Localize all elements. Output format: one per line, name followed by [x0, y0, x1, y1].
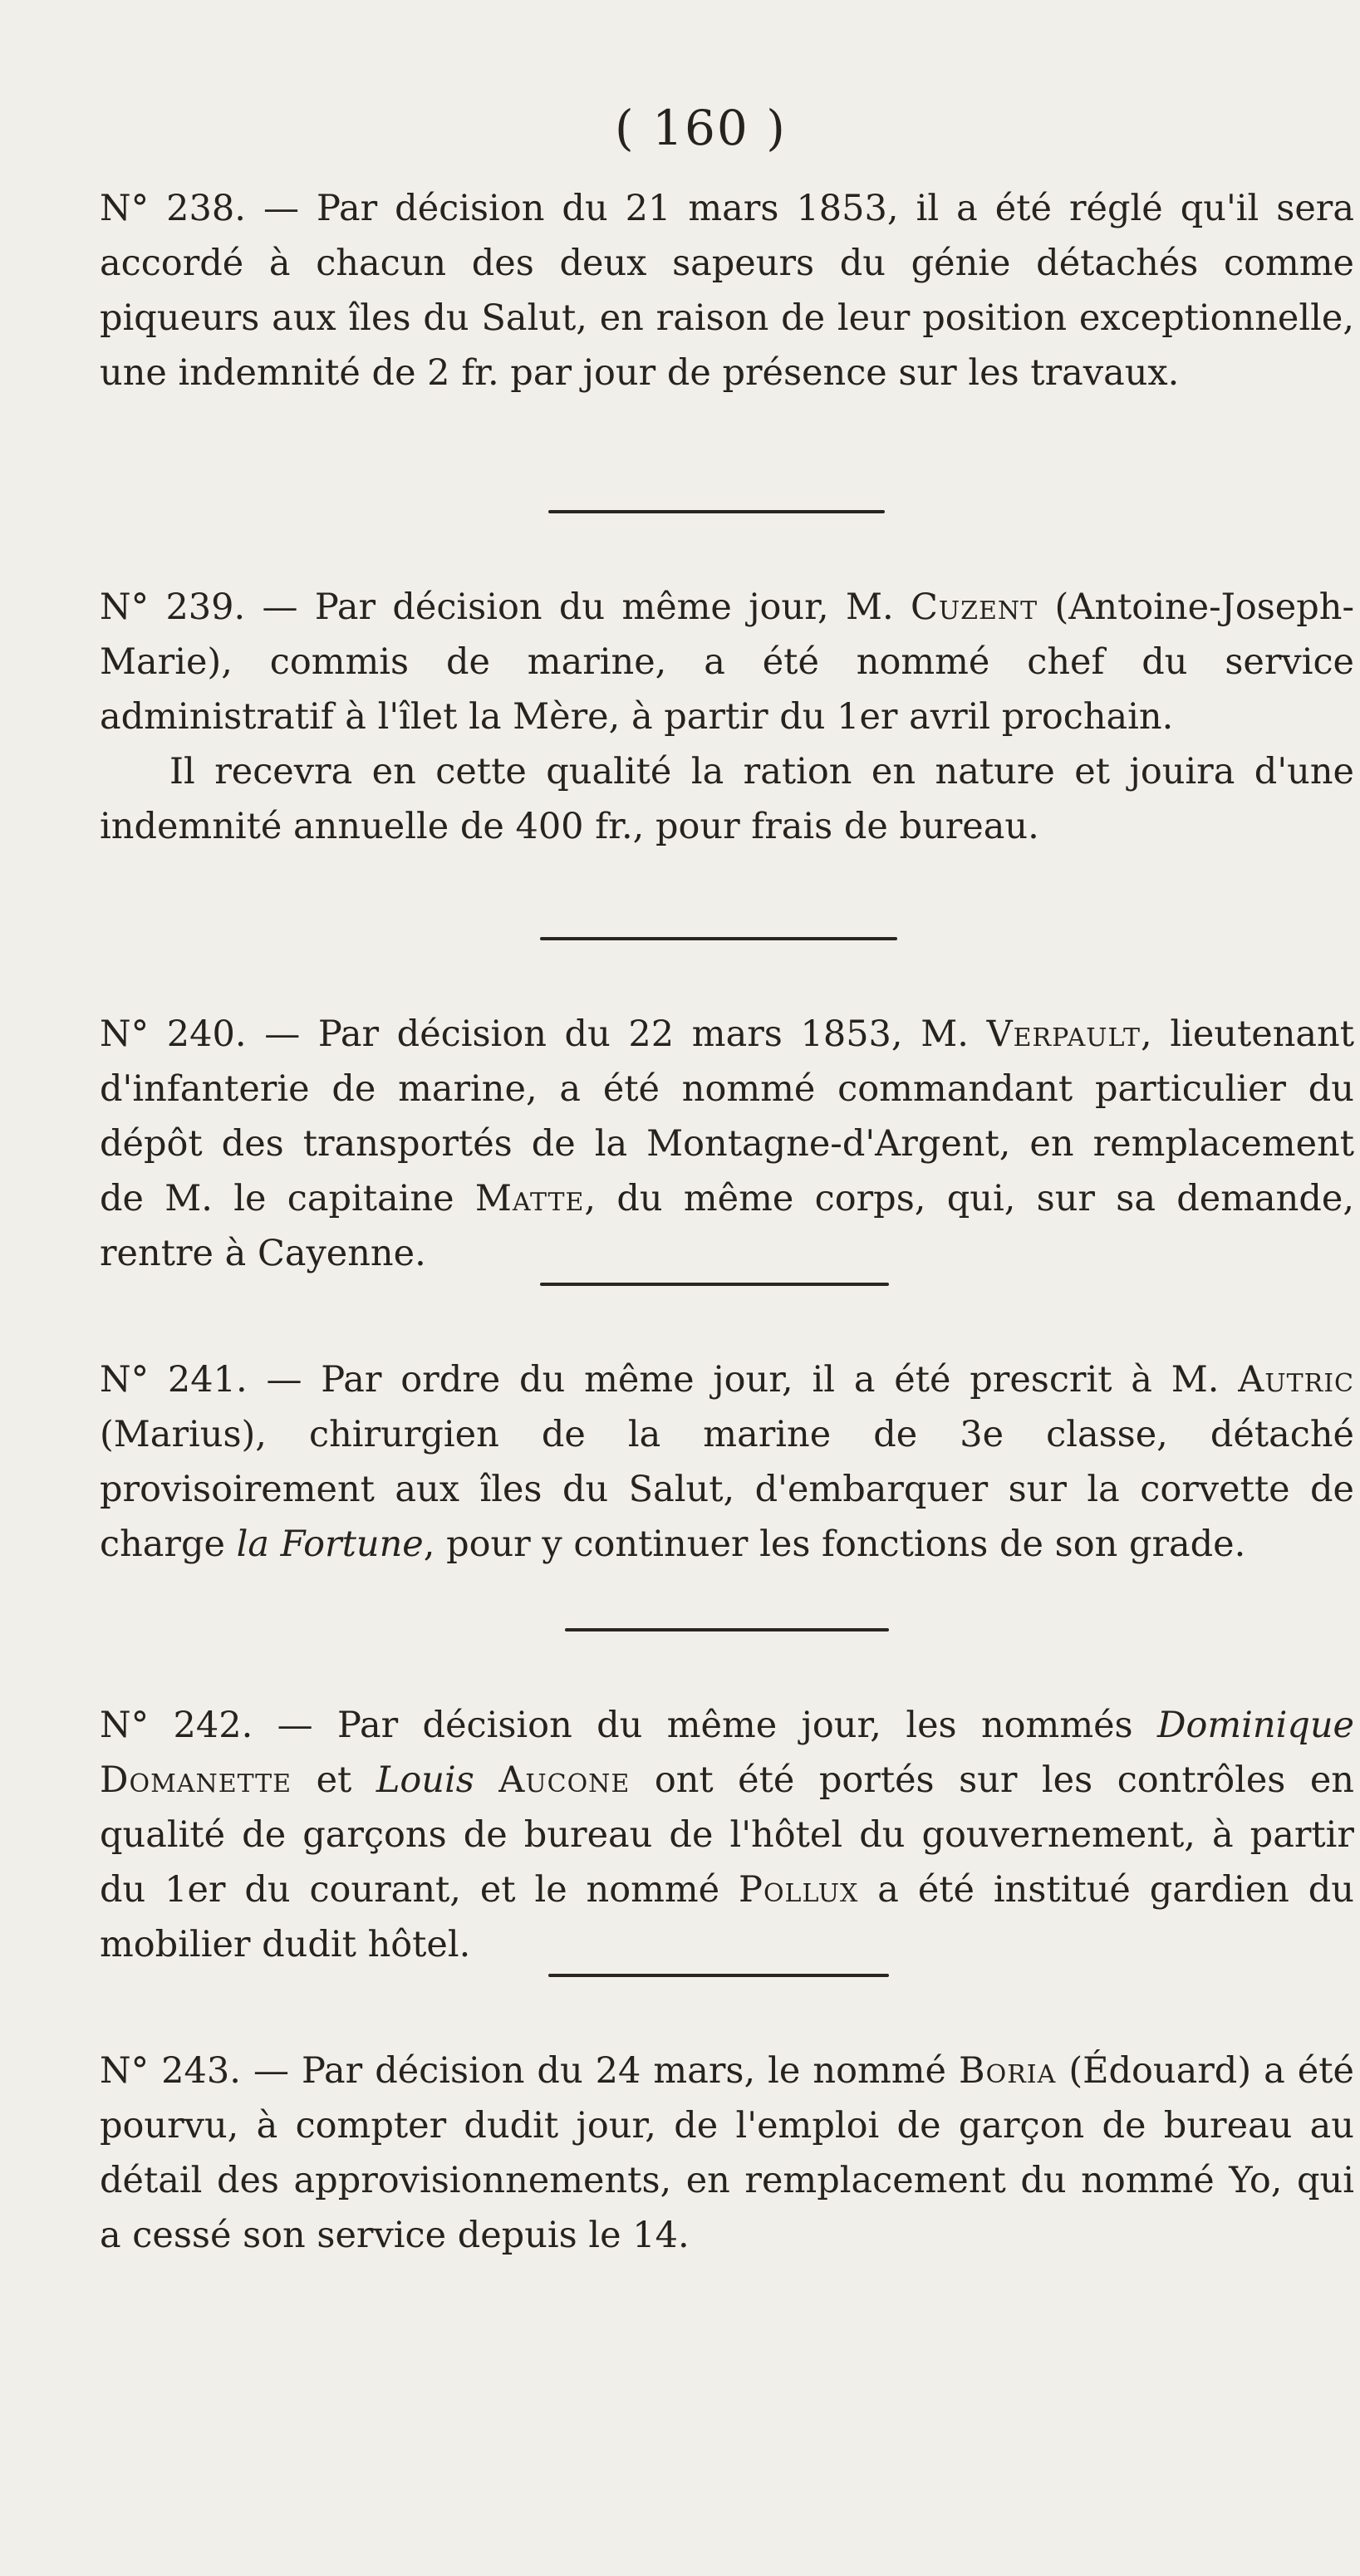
entry-240 — [100, 1007, 1354, 1283]
person-name: Boria — [959, 2050, 1057, 2092]
entry-242 — [100, 1698, 1354, 1974]
entry-lead: — Par décision du 24 mars, le nommé — [253, 2050, 946, 2092]
entry-number: N° 238. — [100, 188, 246, 229]
person-name: Verpault — [986, 1013, 1141, 1055]
entry-243 — [100, 2044, 1354, 2293]
entry-lead: — Par ordre du même jour, il a été prescrit à M. — [266, 1359, 1220, 1401]
entry-lead: — Par décision du même jour, les nommés — [277, 1705, 1133, 1746]
person-name: Cuzent — [910, 586, 1038, 628]
entry-239-text — [100, 580, 1354, 744]
entry-body-end: a été institué gardien du mobilier dudit hôtel. — [100, 1869, 1354, 1965]
separator-rule — [540, 1283, 889, 1286]
entry-number: N° 242. — [100, 1705, 253, 1746]
entry-241 — [100, 1352, 1354, 1628]
entry-body: , lieutenant d'infanterie de marine, a été nommé commandant particulier du dépôt des transportés de la Montagne-d'Argent, en remplacement de M. le capitaine — [100, 1013, 1354, 1219]
entry-239-text-2: Il recevra en cette qualité la ration en nature et jouira d'une indemnité annuelle de 400 fr., pour frais de bureau. — [100, 751, 1354, 847]
first-name-2: Louis — [376, 1759, 474, 1801]
separator-rule — [548, 1974, 889, 1977]
entry-body-end: , du même corps, qui, sur sa demande, rentre à Cayenne. — [100, 1178, 1355, 1274]
entry-number: N° 243. — [100, 2050, 241, 2092]
person-name-2: Aucone — [498, 1759, 631, 1801]
entry-body: (Marius), chirurgien de la marine de 3e classe, détaché provisoirement aux îles du Salut, d'embarquer sur la corvette de charge — [100, 1414, 1354, 1565]
ship-name: la Fortune — [236, 1524, 424, 1565]
entry-body: (Édouard) a été pourvu, à compter dudit jour, de l'emploi de garçon de bureau au détail des approvisionnements, en remplacement du nommé Yo, qui a cessé son service depuis le 14. — [100, 2050, 1354, 2256]
entry-number: N° 239. — [100, 586, 246, 628]
entry-240-text — [100, 1007, 1354, 1281]
person-name: Autric — [1238, 1359, 1355, 1401]
separator-rule — [548, 510, 885, 513]
person-name-1: Domanette — [100, 1759, 292, 1801]
entry-body: — Par décision du 21 mars 1853, il a été réglé qu'il sera accordé à chacun des deux sapeurs du génie détachés comme piqueurs aux îles du Salut, en raison de leur position exceptionnelle, une indemnité de 2 fr. par jour de présence sur les travaux. — [100, 188, 1354, 394]
entry-body: (Antoine-Joseph-Marie), commis de marine, a été nommé chef du service administratif à l'îlet la Mère, à partir du 1er avril prochain. — [100, 586, 1355, 738]
entry-238-text — [100, 181, 1354, 400]
separator-rule — [565, 1628, 889, 1631]
entry-number: N° 240. — [100, 1013, 247, 1055]
entry-body-end: , pour y continuer les fonctions de son grade. — [423, 1524, 1246, 1565]
page-folio: ( 160 ) — [615, 100, 787, 156]
entry-242-text — [100, 1698, 1354, 1972]
entry-238 — [100, 181, 1354, 510]
entry-body: ont été portés sur les contrôles en qualité de garçons de bureau de l'hôtel du gouvernement, à partir du 1er du courant, et le nommé — [100, 1759, 1354, 1911]
entry-number: N° 241. — [100, 1359, 248, 1401]
conjunction: et — [316, 1759, 352, 1801]
first-name-1: Dominique — [1156, 1705, 1354, 1746]
entry-239 — [100, 580, 1354, 937]
person-name-3: Pollux — [739, 1869, 859, 1911]
separator-rule — [540, 937, 897, 940]
document-body — [100, 181, 1354, 2293]
entry-lead: — Par décision du 22 mars 1853, M. — [264, 1013, 969, 1055]
entry-243-text — [100, 2044, 1354, 2263]
entry-241-text — [100, 1352, 1354, 1572]
entry-lead: — Par décision du même jour, M. — [262, 586, 894, 628]
person-name-2: Matte — [474, 1178, 585, 1219]
